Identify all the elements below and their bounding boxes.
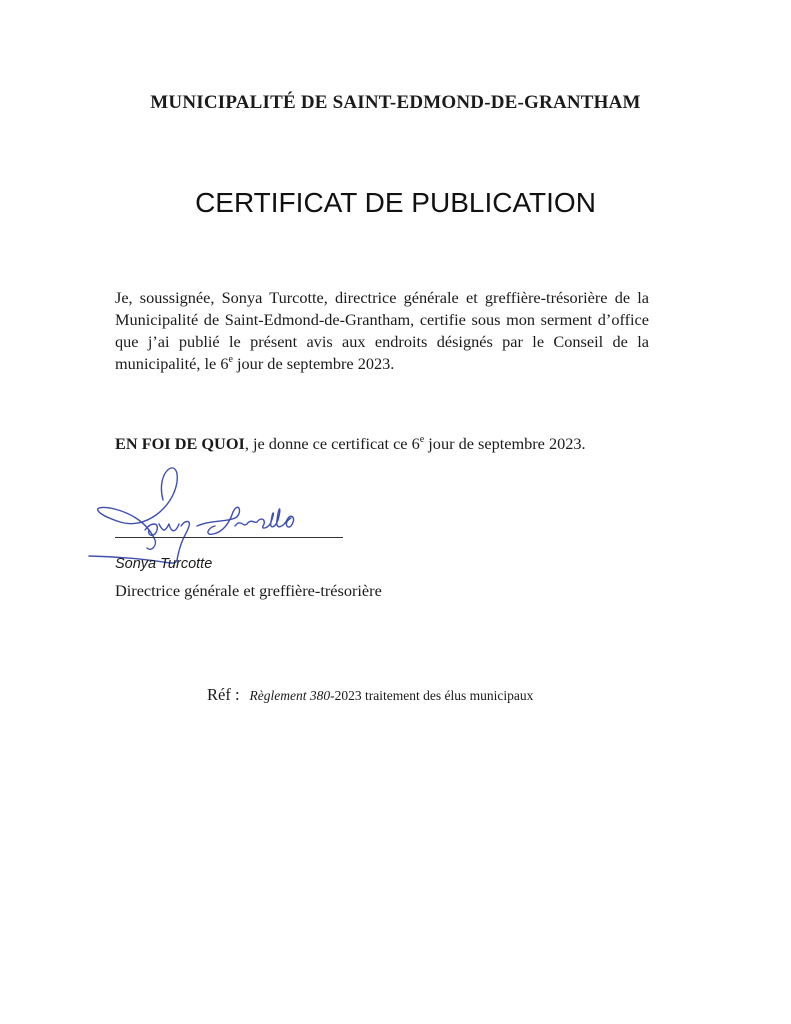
- statement-text-end: jour de septembre 2023.: [232, 354, 395, 373]
- municipality-heading: MUNICIPALITÉ DE SAINT-EDMOND-DE-GRANTHAM: [150, 92, 641, 113]
- regulation-name: Règlement 380: [249, 688, 331, 703]
- signer-title: Directrice générale et greffière-trésorière: [115, 581, 382, 600]
- handwritten-signature: [85, 460, 355, 570]
- attestation-text: , je donne ce certificat ce 6: [244, 434, 420, 453]
- regulation-description: -2023 traitement des élus municipaux: [330, 688, 534, 703]
- attestation-line: [115, 433, 675, 455]
- statement-text: Je, soussignée, Sonya Turcotte, directrice générale et greffière-trésorière de la Municipalité de Saint-Edmond-de-Grantham, certifie sous mon serment d’office que j’ai publié le présent avis aux endroits désignés par le Conseil de la municipalité, le 6: [115, 288, 649, 373]
- ordinal-suffix: e: [419, 433, 425, 445]
- signer-name: Sonya Turcotte: [115, 556, 213, 572]
- attestation-text-end: jour de septembre 2023.: [424, 434, 586, 453]
- certification-statement: [115, 287, 649, 375]
- reference-label: Réf :: [207, 685, 240, 704]
- signature-line: [115, 537, 343, 538]
- reference-line: [207, 685, 533, 705]
- signature-lettering: Sonya Turcotte: [125, 538, 132, 539]
- ordinal-suffix: e: [228, 353, 233, 365]
- attestation-lead: EN FOI DE QUOI: [115, 434, 245, 453]
- signature-strokes: [89, 468, 294, 563]
- page-title: CERTIFICAT DE PUBLICATION: [195, 187, 596, 218]
